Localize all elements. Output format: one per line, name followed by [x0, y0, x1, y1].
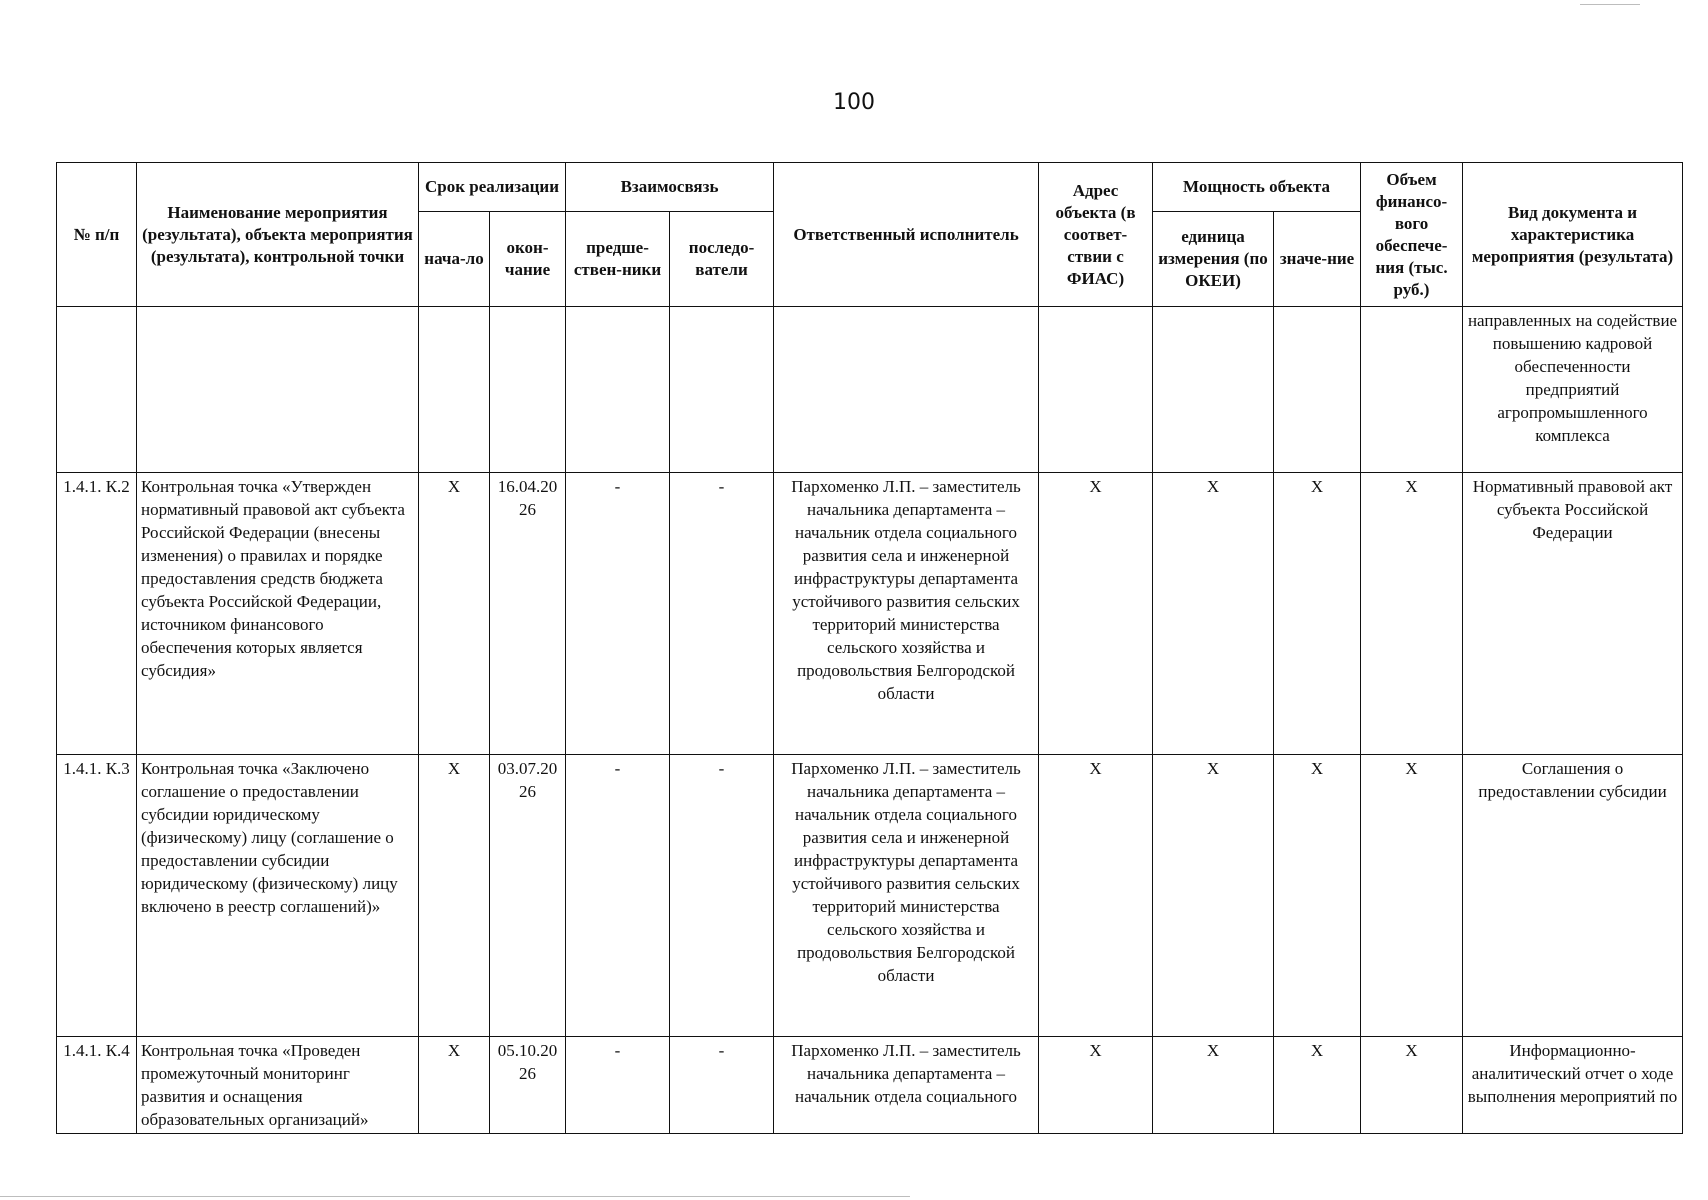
plan-table: [56, 162, 1683, 1134]
row-name: Контрольная точка «Заключено соглашение о предоставлении субсидии юридическому (физическому) лицу (соглашение о предоставлении субсидии юридическому (физическому) лицу включено в реестр соглашений)»: [137, 755, 419, 1037]
row-succ: -: [670, 473, 774, 755]
row-address: X: [1039, 1037, 1153, 1134]
row-responsible: Пархоменко Л.П. – заместитель начальника департамента – начальник отдела социального развития села и инженерной инфраструктуры департамента устойчивого развития сельских территорий министерства сельского хозяйства и продовольствия Белгородской области: [774, 473, 1039, 755]
header-term-start: нача-ло: [419, 212, 490, 307]
scan-artifact-line: [0, 1196, 910, 1197]
row-succ: -: [670, 1037, 774, 1134]
table-row-continuation: [57, 307, 1683, 473]
row-succ: -: [670, 755, 774, 1037]
header-term-end: окон-чание: [490, 212, 566, 307]
header-num: № п/п: [57, 163, 137, 307]
row-pred: -: [566, 473, 670, 755]
row-start: X: [419, 755, 490, 1037]
row-unit: X: [1153, 1037, 1274, 1134]
header-doc: Вид документа и характеристика мероприятия (результата): [1463, 163, 1683, 307]
scan-artifact-line: [1580, 4, 1640, 5]
row-value: X: [1274, 755, 1361, 1037]
header-finance: Объем финансо-вого обеспече-ния (тыс. руб.): [1361, 163, 1463, 307]
row-start: X: [419, 473, 490, 755]
row-doc: Информационно-аналитический отчет о ходе выполнения мероприятий по: [1463, 1037, 1683, 1134]
row-address: X: [1039, 755, 1153, 1037]
header-term: Срок реализации: [419, 163, 566, 212]
row-unit: X: [1153, 755, 1274, 1037]
table-row: [57, 755, 1683, 1037]
row-pred: -: [566, 1037, 670, 1134]
row-num: 1.4.1. К.2: [57, 473, 137, 755]
row-address: X: [1039, 473, 1153, 755]
row-start: X: [419, 1037, 490, 1134]
row-finance: X: [1361, 473, 1463, 755]
row-end: 16.04.2026: [490, 473, 566, 755]
header-link: Взаимосвязь: [566, 163, 774, 212]
row-name: Контрольная точка «Проведен промежуточный мониторинг развития и оснащения образовательных организаций»: [137, 1037, 419, 1134]
row-doc: Соглашения о предоставлении субсидии: [1463, 755, 1683, 1037]
row-num: 1.4.1. К.3: [57, 755, 137, 1037]
row-unit: X: [1153, 473, 1274, 755]
table-row: [57, 473, 1683, 755]
header-capacity: Мощность объекта: [1153, 163, 1361, 212]
header-cap-value: значе-ние: [1274, 212, 1361, 307]
row-doc: Нормативный правовой акт субъекта Российской Федерации: [1463, 473, 1683, 755]
row-doc: направленных на содействие повышению кадровой обеспеченности предприятий агропромышленного комплекса: [1463, 307, 1683, 473]
row-pred: -: [566, 755, 670, 1037]
header-name: Наименование мероприятия (результата), объекта мероприятия (результата), контрольной точки: [137, 163, 419, 307]
row-finance: X: [1361, 755, 1463, 1037]
row-name: Контрольная точка «Утвержден нормативный правовой акт субъекта Российской Федерации (внесены изменения) о правилах и порядке предоставления средств бюджета субъекта Российской Федерации, источником финансового обеспечения которых является субсидия»: [137, 473, 419, 755]
row-num: 1.4.1. К.4: [57, 1037, 137, 1134]
header-cap-unit: единица измерения (по ОКЕИ): [1153, 212, 1274, 307]
header-link-pred: предше-ствен-ники: [566, 212, 670, 307]
header-responsible: Ответственный исполнитель: [774, 163, 1039, 307]
header-address: Адрес объекта (в соответ-ствии с ФИАС): [1039, 163, 1153, 307]
row-value: X: [1274, 1037, 1361, 1134]
header-link-succ: последо-ватели: [670, 212, 774, 307]
row-value: X: [1274, 473, 1361, 755]
row-responsible: Пархоменко Л.П. – заместитель начальника департамента – начальник отдела социального развития села и инженерной инфраструктуры департамента устойчивого развития сельских территорий министерства сельского хозяйства и продовольствия Белгородской области: [774, 755, 1039, 1037]
row-end: 05.10.2026: [490, 1037, 566, 1134]
page-number: 100: [833, 90, 875, 115]
row-responsible: Пархоменко Л.П. – заместитель начальника департамента – начальник отдела социального: [774, 1037, 1039, 1134]
row-finance: X: [1361, 1037, 1463, 1134]
row-end: 03.07.2026: [490, 755, 566, 1037]
table-row: [57, 1037, 1683, 1134]
